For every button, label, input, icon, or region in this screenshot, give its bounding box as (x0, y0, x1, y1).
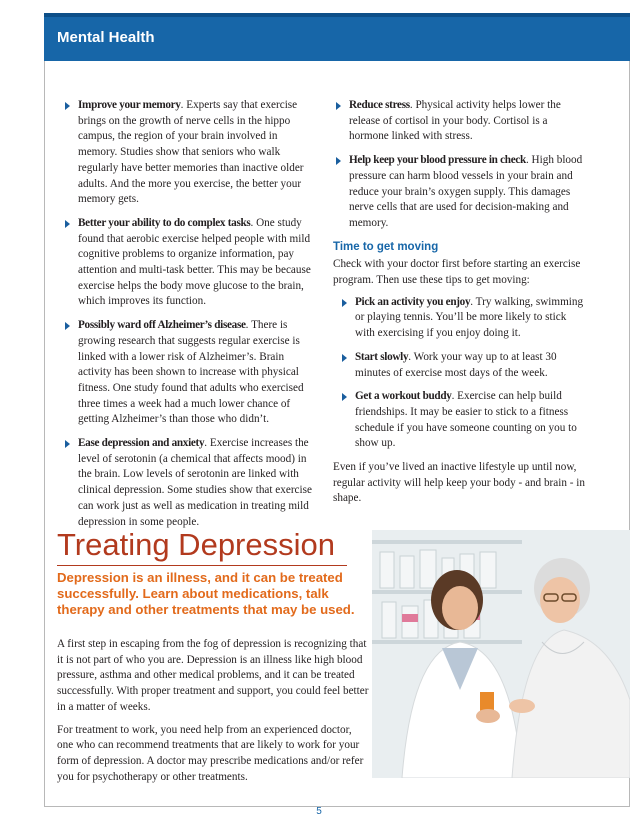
treating-paragraph: For treatment to work, you need help from an experienced doctor, one who can recommend treatments that are likely to work for your form of depression. A doctor may prescribe medications and/or refer you for psychotherapy or other treatments. (57, 723, 364, 783)
treating-intro: Depression is an illness, and it can be treated successfully. Learn about medications, talk therapy and other treatments that may be used. (57, 570, 355, 618)
bullet-text: . Exercise can help build friendships. It may be easier to stick to a fitness schedule if you have someone counting on you to show up. (355, 390, 577, 450)
bullet-lead: Improve your memory (78, 99, 181, 111)
bullet-text: . High blood pressure can harm blood vessels in your brain and reduce your brain’s oxygen supply. This damages nerve cells that are used for decision-making and memory. (349, 154, 583, 229)
arrow-bullet-icon (65, 322, 70, 330)
subsection-heading: Time to get moving (333, 240, 439, 253)
bullet-text: . Experts say that exercise brings on the growth of nerve cells in the hippo campus, the region of your brain involved in memory. Studies show that seniors who walk regularly have better memories than inactive older adults. And the more you exercise, the better your memory gets. (78, 99, 304, 206)
treating-paragraph: A first step in escaping from the fog of depression is recognizing that it is not part of who you are. Depression is an illness like high blood pressure, asthma and other medical problems, and it can be treated successfully. With proper treatment and support, you could feel better in a matter of weeks. (57, 638, 369, 713)
arrow-bullet-icon (65, 102, 70, 110)
list-item (339, 389, 587, 452)
list-item (62, 436, 312, 530)
bullet-text: . Physical activity helps lower the release of cortisol in your body. Cortisol is a hormone linked with stress. (349, 99, 561, 143)
arrow-bullet-icon (65, 220, 70, 228)
bullet-lead: Help keep your blood pressure in check (349, 154, 526, 167)
bullet-lead: Reduce stress (349, 99, 410, 111)
list-item (339, 295, 587, 342)
bullet-lead: Better your ability to do complex tasks (78, 216, 251, 229)
title-underline (57, 565, 347, 566)
page-number: 5 (316, 806, 322, 817)
bullet-lead: Ease depression and anxiety (78, 437, 205, 450)
list-item (339, 350, 587, 381)
photo-illustration (372, 530, 630, 778)
left-column (62, 98, 312, 538)
list-item (62, 98, 312, 208)
arrow-bullet-icon (65, 440, 70, 448)
arrow-bullet-icon (336, 102, 341, 110)
bullet-text: . There is growing research that suggests regular exercise is linked with a lower risk of Alzheimer’s. Brain activity has been shown to increase with physical fitness. One study found that adults who exercised three times a week had a much lower chance of getting Alzheimer’s than those who didn’t. (78, 319, 304, 426)
bullet-text: . Exercise increases the level of serotonin (a chemical that affects mood) in the brain. Low levels of serotonin are linked with clinical depression. Some studies show that exercise can work just as well as medication in treating mild depression in some people. (78, 437, 312, 528)
bullet-lead: Start slowly (355, 350, 409, 363)
treating-body (57, 637, 369, 792)
section-title: Mental Health (57, 29, 155, 46)
bullet-text: . Try walking, swimming or playing tennis. You’ll be more likely to stick with exercising if you enjoy doing it. (355, 295, 584, 340)
list-item (333, 153, 587, 232)
arrow-bullet-icon (342, 299, 347, 307)
bullet-lead: Pick an activity you enjoy (355, 295, 471, 308)
list-item (62, 318, 312, 428)
list-item (62, 216, 312, 310)
arrow-bullet-icon (342, 393, 347, 401)
bullet-lead: Possibly ward off Alzheimer’s disease (78, 319, 246, 332)
bullet-lead: Get a workout buddy (355, 390, 452, 403)
bullet-text: . One study found that aerobic exercise helped people with mild cognitive problems to organize information, pay attention and multi-task better. This may be because exercise helps the body move glucose to the brain, which improves its function. (78, 216, 311, 308)
moving-closing: Even if you’ve lived an inactive lifestyle up until now, regular activity will help keep your body - and brain - in shape. (333, 461, 585, 505)
moving-intro: Check with your doctor first before starting an exercise program. Then use these tips to get moving: (333, 258, 581, 287)
right-column (333, 98, 587, 513)
photo-pharmacist-with-senior-woman (372, 530, 630, 778)
list-item (333, 98, 587, 145)
treating-title: Treating Depression (57, 527, 335, 562)
arrow-bullet-icon (336, 157, 341, 165)
arrow-bullet-icon (342, 354, 347, 362)
bullet-text: . Work your way up to at least 30 minutes of exercise most days of the week. (355, 350, 557, 379)
